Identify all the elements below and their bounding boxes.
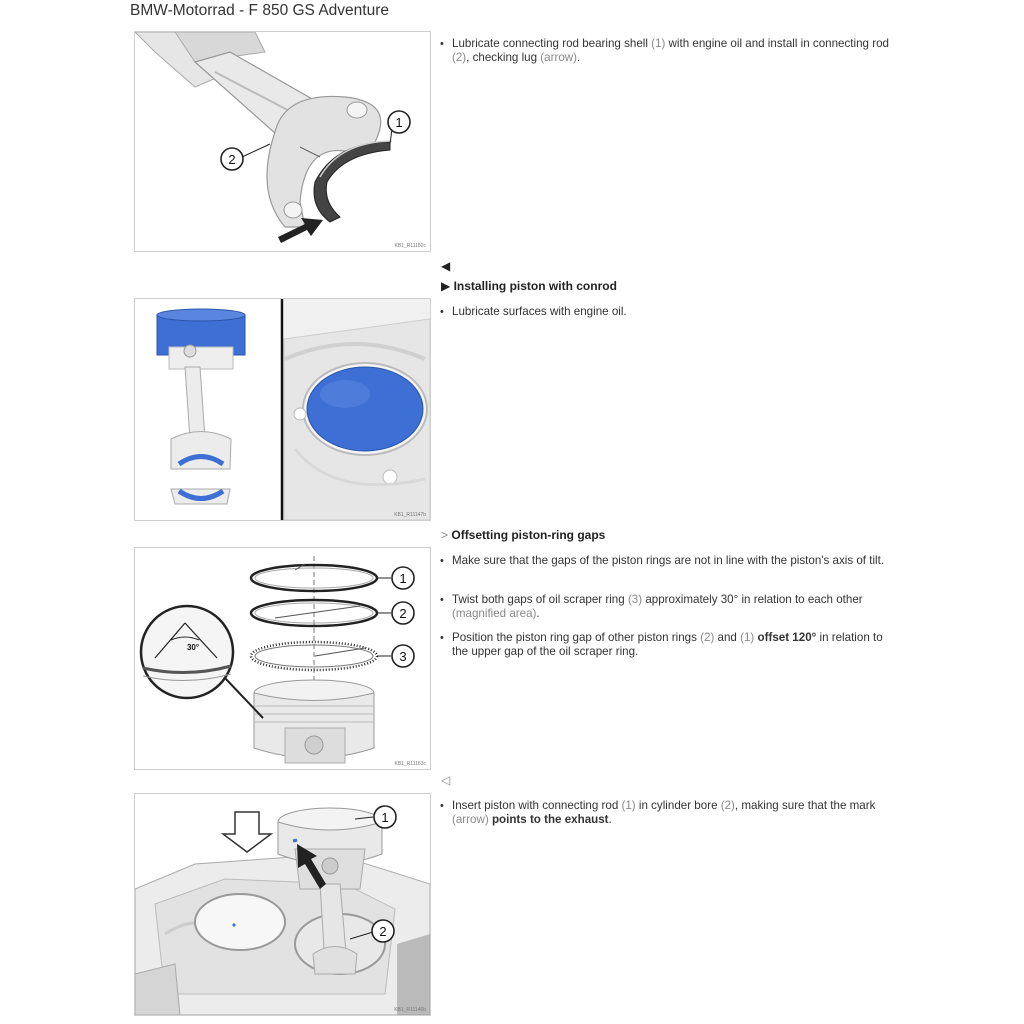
lubricate-surfaces-illustration (135, 299, 430, 520)
down-arrow-icon (223, 812, 271, 852)
hollow-chevron-icon: > (441, 528, 449, 542)
figure-conrod-bearing (134, 31, 431, 252)
filled-triangle-icon: ▶ (441, 279, 451, 293)
figure-piston-rings (134, 547, 431, 770)
bullet-insert-piston: • Insert piston with connecting rod (1) in cylinder bore (2), making sure that the mark (arrow) points to the exhaust. (440, 799, 876, 827)
figure-id: KB1_R11146b (394, 1007, 426, 1013)
bullet-dot-icon: • (440, 555, 444, 567)
bullet-dot-icon: • (440, 306, 444, 318)
bullet-dot-icon: • (440, 800, 444, 812)
piston-rings-illustration (135, 548, 430, 769)
figure-id: KB1_R11182c (394, 243, 426, 249)
bullet-lubricate-surfaces: • Lubricate surfaces with engine oil. (440, 305, 627, 318)
bullet-gaps-not-inline: • Make sure that the gaps of the piston rings are not in line with the piston's axis of tilt. (440, 554, 885, 567)
heading-installing-piston (441, 279, 617, 293)
callout-2-label: 2 (228, 152, 236, 167)
callout-1-label: 1 (399, 571, 407, 586)
callout-3-label: 3 (399, 649, 407, 664)
callout-2-label: 2 (379, 924, 387, 939)
callout-1-label: 1 (395, 115, 403, 130)
end-of-step-marker: ◁ (441, 773, 451, 787)
document-header: BMW-Motorrad - F 850 GS Adventure (130, 2, 390, 19)
callout-2-label: 2 (399, 606, 407, 621)
figure-lubricate-surfaces (134, 298, 431, 521)
bullet-dot-icon: • (440, 632, 444, 644)
bullet-twist-gaps: • Twist both gaps of oil scraper ring (3) approximately 30° in relation to each other (magnified area). (440, 593, 863, 621)
heading-text: Offsetting piston-ring gaps (451, 528, 606, 542)
heading-offsetting-gaps (441, 528, 605, 542)
callout-1-label: 1 (381, 810, 389, 825)
figure-insert-piston (134, 793, 431, 1016)
figure-id: KB1_R11147b (394, 512, 426, 518)
bullet-position-ring-gap: • Position the piston ring gap of other piston rings (2) and (1) offset 120° in relation to the upper gap of the oil scraper ring. (440, 631, 883, 659)
heading-text: Installing piston with conrod (453, 279, 617, 293)
angle-label: 30° (186, 643, 200, 652)
insert-piston-illustration (135, 794, 430, 1015)
bullet-dot-icon: • (440, 594, 444, 606)
bullet-dot-icon: • (440, 38, 444, 50)
conrod-bearing-illustration (135, 32, 430, 251)
bullet-lubricate-bearing: • Lubricate connecting rod bearing shell (1) with engine oil and install in connecting rod (2), checking lug (arrow). (440, 37, 889, 65)
figure-id: KB1_R11163c (394, 761, 426, 767)
end-of-step-marker: ◀ (441, 259, 451, 273)
